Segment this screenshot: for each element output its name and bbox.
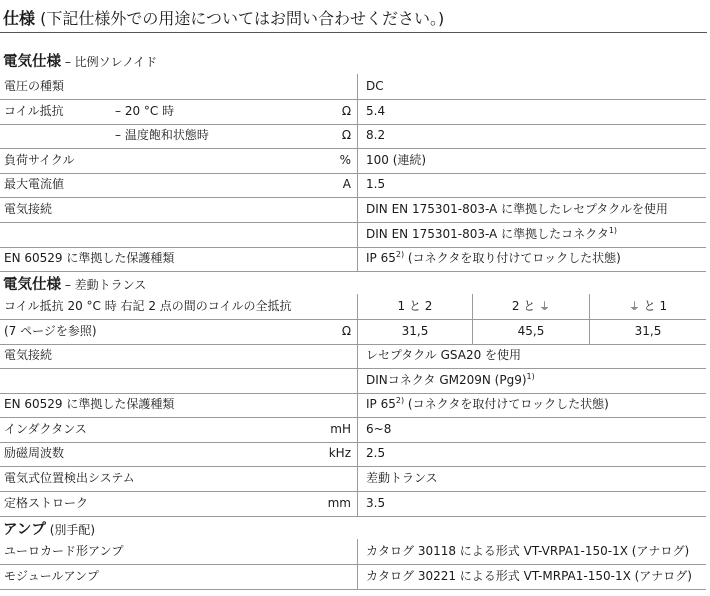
spec-sublabel: – 20 °C 時 bbox=[115, 103, 175, 118]
section-heading-amplifier: アンプ (別手配) bbox=[3, 522, 96, 538]
coil-resistance-value-row bbox=[0, 319, 706, 345]
section-heading-transformer: 電気仕様 – 差動トランス bbox=[3, 277, 147, 293]
coil-resistance-label: コイル抵抗 20 °C 時 右記 2 点の間のコイルの全抵抗 bbox=[4, 299, 292, 313]
column-divider bbox=[357, 564, 358, 589]
coil-resistance-unit: Ω bbox=[341, 324, 351, 338]
spec-label: 負荷サイクル bbox=[4, 152, 75, 167]
spec-value: カタログ 30118 による形式 VT-VRPA1-150-1X (アナログ) bbox=[366, 544, 690, 558]
column-divider bbox=[357, 74, 358, 99]
title-rule bbox=[0, 32, 707, 33]
spec-unit: mm bbox=[327, 495, 351, 510]
spec-row bbox=[0, 123, 706, 149]
column-divider bbox=[357, 539, 358, 564]
column-divider bbox=[357, 491, 358, 516]
spec-row bbox=[0, 74, 706, 100]
column-divider bbox=[357, 172, 358, 197]
spec-value: IP 65$^{2)}$ (コネクタを取り付けてロックした状態) bbox=[366, 250, 621, 266]
coil-resistance-header-row bbox=[0, 294, 706, 320]
coil-value-2-ground: 45,5 bbox=[517, 324, 545, 338]
spec-label: インダクタンス bbox=[4, 421, 87, 436]
spec-unit: Ω bbox=[341, 128, 351, 143]
spec-value: 差動トランス bbox=[366, 471, 438, 485]
coil-value-ground-1: 31,5 bbox=[634, 324, 662, 338]
column-divider bbox=[357, 368, 358, 393]
spec-unit: Ω bbox=[341, 103, 351, 118]
spec-unit: A bbox=[342, 177, 351, 192]
spec-row bbox=[0, 392, 706, 418]
column-divider bbox=[357, 441, 358, 466]
spec-value: 6~8 bbox=[366, 421, 392, 436]
spec-value: DC bbox=[366, 79, 384, 93]
spec-label: モジュールアンプ bbox=[4, 568, 100, 583]
spec-label: 電気接続 bbox=[4, 202, 53, 216]
column-divider bbox=[357, 417, 358, 442]
spec-unit: kHz bbox=[328, 446, 351, 461]
spec-value: 5.4 bbox=[366, 103, 386, 118]
coil-value-1-2: 31,5 bbox=[401, 324, 429, 338]
spec-label: 定格ストローク bbox=[4, 495, 89, 510]
spec-row bbox=[0, 172, 706, 198]
spec-unit: mH bbox=[330, 421, 351, 436]
spec-value: DIN EN 175301-803-A に準拠したコネクタ$^{1)}$ bbox=[366, 225, 618, 241]
column-divider bbox=[357, 148, 358, 173]
spec-value: レセプタクル GSA20 を使用 bbox=[366, 348, 522, 362]
spec-row bbox=[0, 368, 706, 394]
spec-row bbox=[0, 491, 706, 517]
spec-value: 100 (連続) bbox=[366, 152, 427, 167]
spec-row bbox=[0, 148, 706, 174]
column-divider bbox=[357, 246, 358, 271]
column-divider bbox=[357, 343, 358, 368]
spec-label: EN 60529 に準拠した保護種類 bbox=[4, 251, 175, 266]
spec-label: 電圧の種類 bbox=[4, 79, 65, 93]
coil-col-ground-1: ⏚ と 1 bbox=[590, 294, 706, 319]
spec-value: IP 65$^{2)}$ (コネクタを取付けてロックした状態) bbox=[366, 396, 609, 412]
spec-label: EN 60529 に準拠した保護種類 bbox=[4, 397, 175, 412]
spec-value: 8.2 bbox=[366, 128, 386, 143]
spec-row bbox=[0, 564, 706, 590]
column-divider bbox=[357, 197, 358, 222]
page-title bbox=[3, 6, 444, 29]
spec-row bbox=[0, 246, 706, 272]
coil-col-1-2: 1 と 2 bbox=[397, 299, 433, 313]
column-divider bbox=[357, 99, 358, 124]
spec-sublabel: – 温度飽和状態時 bbox=[115, 128, 209, 143]
ground-icon: ⏚ bbox=[539, 300, 551, 313]
column-divider bbox=[357, 123, 358, 148]
spec-row bbox=[0, 417, 706, 443]
spec-value: DINコネクタ GM209N $(Pg9)^{1)}$ bbox=[366, 371, 535, 387]
column-divider bbox=[357, 222, 358, 247]
coil-col-2-ground: 2 と ⏚ bbox=[473, 294, 589, 319]
spec-value: カタログ 30221 による形式 VT-MRPA1-150-1X (アナログ) bbox=[366, 568, 692, 583]
spec-value: DIN EN 175301-803-A に準拠したレセプタクルを使用 bbox=[366, 202, 668, 216]
spec-label: 最大電流値 bbox=[4, 177, 65, 192]
spec-row bbox=[0, 99, 706, 125]
spec-value: 3.5 bbox=[366, 495, 386, 510]
column-divider bbox=[357, 392, 358, 417]
spec-row bbox=[0, 466, 706, 492]
spec-label: コイル抵抗 bbox=[4, 103, 64, 118]
spec-row bbox=[0, 222, 706, 248]
spec-value: 1.5 bbox=[366, 177, 386, 192]
page-title-main: 仕様 bbox=[3, 9, 36, 28]
spec-row bbox=[0, 343, 706, 369]
spec-unit: % bbox=[339, 152, 351, 167]
spec-row bbox=[0, 441, 706, 467]
column-divider bbox=[357, 466, 358, 491]
spec-label: 電気接続 bbox=[4, 348, 53, 362]
ground-icon: ⏚ bbox=[628, 300, 640, 313]
spec-row bbox=[0, 197, 706, 223]
page-title-rest: (下記仕様外での用途についてはお問い合わせください。) bbox=[35, 9, 445, 28]
spec-value: 2.5 bbox=[366, 446, 386, 461]
spec-label: 電気式位置検出システム bbox=[4, 471, 135, 485]
coil-resistance-ref: (7 ページを参照) bbox=[4, 324, 97, 338]
section-heading-solenoid: 電気仕様 – 比例ソレノイド bbox=[3, 54, 158, 70]
spec-label: ユーロカード形アンプ bbox=[4, 544, 124, 558]
spec-row bbox=[0, 539, 706, 565]
spec-label: 励磁周波数 bbox=[4, 446, 65, 461]
